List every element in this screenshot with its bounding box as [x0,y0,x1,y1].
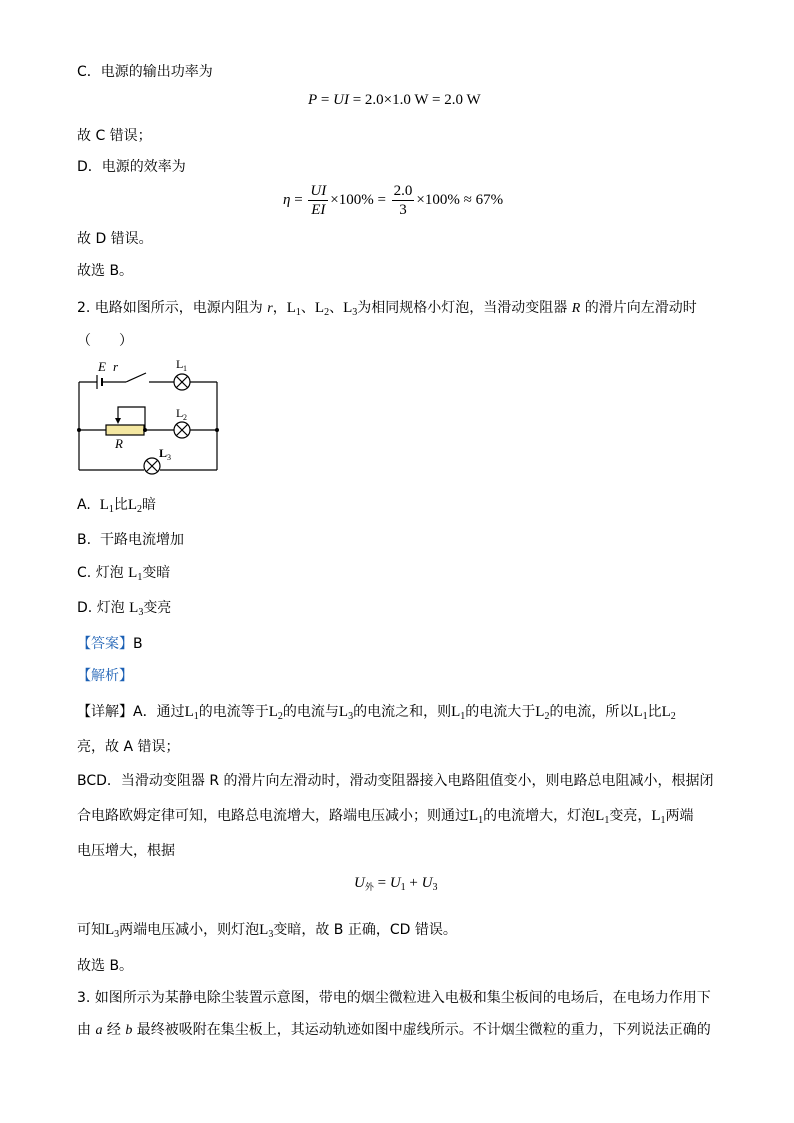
opt-d-pre: 灯泡 [96,600,130,616]
option-d-line [77,157,186,177]
q3-a: a [95,1023,103,1038]
q2-l1: L [286,300,296,316]
question-3-line-1: 3. 如图所示为某静电除尘装置示意图，带电的烟尘微粒进入电极和集尘板间的电场后，在电场力作用下 [77,990,711,1006]
junction-dot [143,428,147,432]
q2-R: R [571,301,581,316]
detail-text: 的电流等于 [198,704,269,720]
lamp-ref-sub: 3 [348,711,354,722]
lamp-ref: L [338,704,349,720]
option-a [77,495,156,520]
detail-text: 的电流大于 [465,704,536,720]
eq-plus: + [405,875,422,891]
lamp-ref-sub: 2 [277,711,283,722]
detail-text: 变亮， [609,808,652,824]
eq-u: U [354,875,365,891]
eq-eta-mid: ×100% = [330,191,390,208]
eq-u3: U [421,875,433,891]
lamp-ref-sub: 1 [193,711,199,722]
q2-sep1: 、 [300,300,315,316]
opt-a-tail: 暗 [142,497,157,513]
lamp-ref: L [661,704,671,720]
q2-suffix: 的滑片向左滑动时 [580,300,697,316]
lamp-ref: L [469,808,479,824]
q2-mid: 为相同规格小灯泡，当滑动变阻器 [357,300,572,316]
detail-text: 的电流增大，灯泡 [483,808,596,824]
fraction-numerator: 2.0 [393,183,413,199]
c-conclusion: 故 C 错误； [77,128,152,144]
detail-text: 的电流，所以 [549,704,634,720]
eq-u-equals: = [373,875,390,891]
lamp-ref-sub: 2 [670,711,676,722]
analysis-line [77,666,133,686]
q3-text: 由 [77,1022,96,1038]
detail-text: 合电路欧姆定律可知，电路总电流增大，路端电压减小；则通过 [77,808,469,824]
q2-l2-sub: 2 [324,307,330,318]
opt-a-l1: L [99,497,109,513]
lamp-ref-sub: 2 [544,711,550,722]
lamp-ref: L [184,704,194,720]
slider-arrow-icon [115,418,121,424]
lamp-ref: L [535,704,545,720]
q3-text: 经 [102,1022,126,1038]
lamp-ref: L [651,808,661,824]
lamp-ref-sub: 1 [460,711,466,722]
switch [126,373,146,382]
q2-prefix: 2. 电路如图所示，电源内阻为 [77,300,268,316]
option-c-line [77,62,213,82]
eq-eta-equals: = [290,191,307,208]
q2-l3: L [343,300,353,316]
lamp-ref-sub: 3 [268,929,274,940]
label-l3-sub: 3 [167,453,171,462]
detail-tag: 【详解】 [77,704,133,720]
option-c [77,563,170,588]
fraction-ui-ei [308,182,328,219]
option-b-text: 干路电流增加 [99,532,184,548]
detail-text: 比 [647,704,662,720]
rheostat-r-icon [106,425,144,435]
detail-text: 的电流之和，则 [353,704,452,720]
lamp-ref-sub: 1 [660,815,666,826]
efficiency-equation [283,182,503,219]
detail-text: 两端 [665,808,694,824]
eq-p-symbol: P [308,92,318,108]
detail-line-3: BCD．当滑动变阻器 R 的滑片向左滑动时，滑动变阻器接入电路阻值变小，则电路总电阻减小，根据闭 [77,773,714,789]
eq-u1-sub: 1 [400,882,406,893]
detail-line-5: 电压增大，根据 [77,843,175,859]
power-equation [308,92,481,109]
detail-line-6 [77,920,457,945]
answer-value: B [133,636,143,652]
opt-a-mid: 比 [113,497,128,513]
label-l3: L [159,446,168,460]
detail-text: 的电流与 [282,704,339,720]
opt-a-l2-sub: 2 [137,504,143,515]
q2-l2: L [314,300,325,316]
lamp-ref-sub: 1 [642,711,648,722]
opt-d-sub: 3 [138,607,144,618]
opt-c-tail: 变暗 [142,565,171,581]
d-conclusion: 故 D 错误。 [77,231,153,247]
lamp-ref: L [268,704,278,720]
question-2-stem [77,298,697,323]
option-a-label: A. [77,497,91,513]
fraction-numerator: UI [310,183,327,199]
detail-line-4 [77,806,694,831]
eq-p-rhs: = 2.0×1.0 W = 2.0 W [348,92,481,108]
label-l1-sub: 1 [183,364,187,373]
voltage-equation [354,875,437,893]
option-b [77,530,184,550]
q3-text: 最终被吸附在集尘板上，其运动轨迹如图中虚线所示。不计烟尘微粒的重力，下列说法正确的 [132,1022,711,1038]
opt-d-tail: 变亮 [143,600,172,616]
opt-c-sub: 1 [137,572,143,583]
q3-b: b [125,1023,133,1038]
lamp-ref: L [595,808,605,824]
option-d-label: D．电源的效率为 [77,159,186,175]
lamp-ref: L [451,704,461,720]
lamp-ref: L [633,704,643,720]
option-d2-label: D. [77,600,93,616]
label-rheostat: R [115,436,123,451]
answer-tag: 【答案】 [77,636,133,652]
eq-u-sub: 外 [364,883,374,893]
detail-text: 可知 [77,922,105,938]
q2-r: r [267,301,273,316]
opt-c-l: L [128,565,138,581]
label-l1: L [176,357,184,371]
opt-a-l2: L [127,497,138,513]
lamp-ref-sub: 3 [114,929,120,940]
eq-u1: U [389,875,401,891]
lamp-ref: L [105,922,115,938]
opt-a-l1-sub: 1 [108,504,114,515]
q2-l1-sub: 1 [295,307,301,318]
eq-p-ui: UI [333,92,349,108]
junction-dot [215,428,219,432]
fraction-2-3 [392,182,415,219]
opt-d-l: L [129,600,139,616]
eq-u3-sub: 3 [432,882,438,893]
q2-sep2: 、 [329,300,344,316]
question-2-paren: （ ） [77,333,133,349]
option-c-label: C．电源的输出功率为 [77,64,213,80]
eq-eta-symbol: η [283,191,291,208]
fraction-denominator: 3 [399,202,407,218]
answer-line [77,634,143,654]
q2-comma: ， [272,300,287,316]
lamp-ref: L [259,922,269,938]
detail-choice: 故选 B。 [77,958,134,974]
detail-line-1 [77,702,676,727]
question-3-line-2 [77,1020,711,1041]
option-d [77,598,171,623]
detail-text: A．通过 [133,704,185,720]
lamp-ref-sub: 1 [604,815,610,826]
detail-text: 两端电压减小，则灯泡 [119,922,260,938]
eq-eta-tail: ×100% ≈ 67% [416,191,504,208]
circuit-diagram [70,356,230,476]
detail-text: 变暗，故 B 正确，CD 错误。 [273,922,457,938]
opt-c-pre: 灯泡 [95,565,129,581]
label-r: r [113,359,119,374]
option-b-label: B. [77,532,92,548]
analysis-tag: 【解析】 [77,668,133,684]
detail-line-2: 亮，故 A 错误； [77,739,180,755]
label-l2-sub: 2 [183,413,187,422]
fraction-denominator: EI [311,202,326,218]
label-e: E [98,359,106,374]
option-c2-label: C. [77,565,92,581]
q2-l3-sub: 3 [352,307,358,318]
lamp-ref-sub: 1 [478,815,484,826]
junction-dot [77,428,81,432]
label-l2: L [176,406,184,420]
eq-p-equals: = [317,92,334,108]
q1-choice: 故选 B。 [77,263,134,279]
